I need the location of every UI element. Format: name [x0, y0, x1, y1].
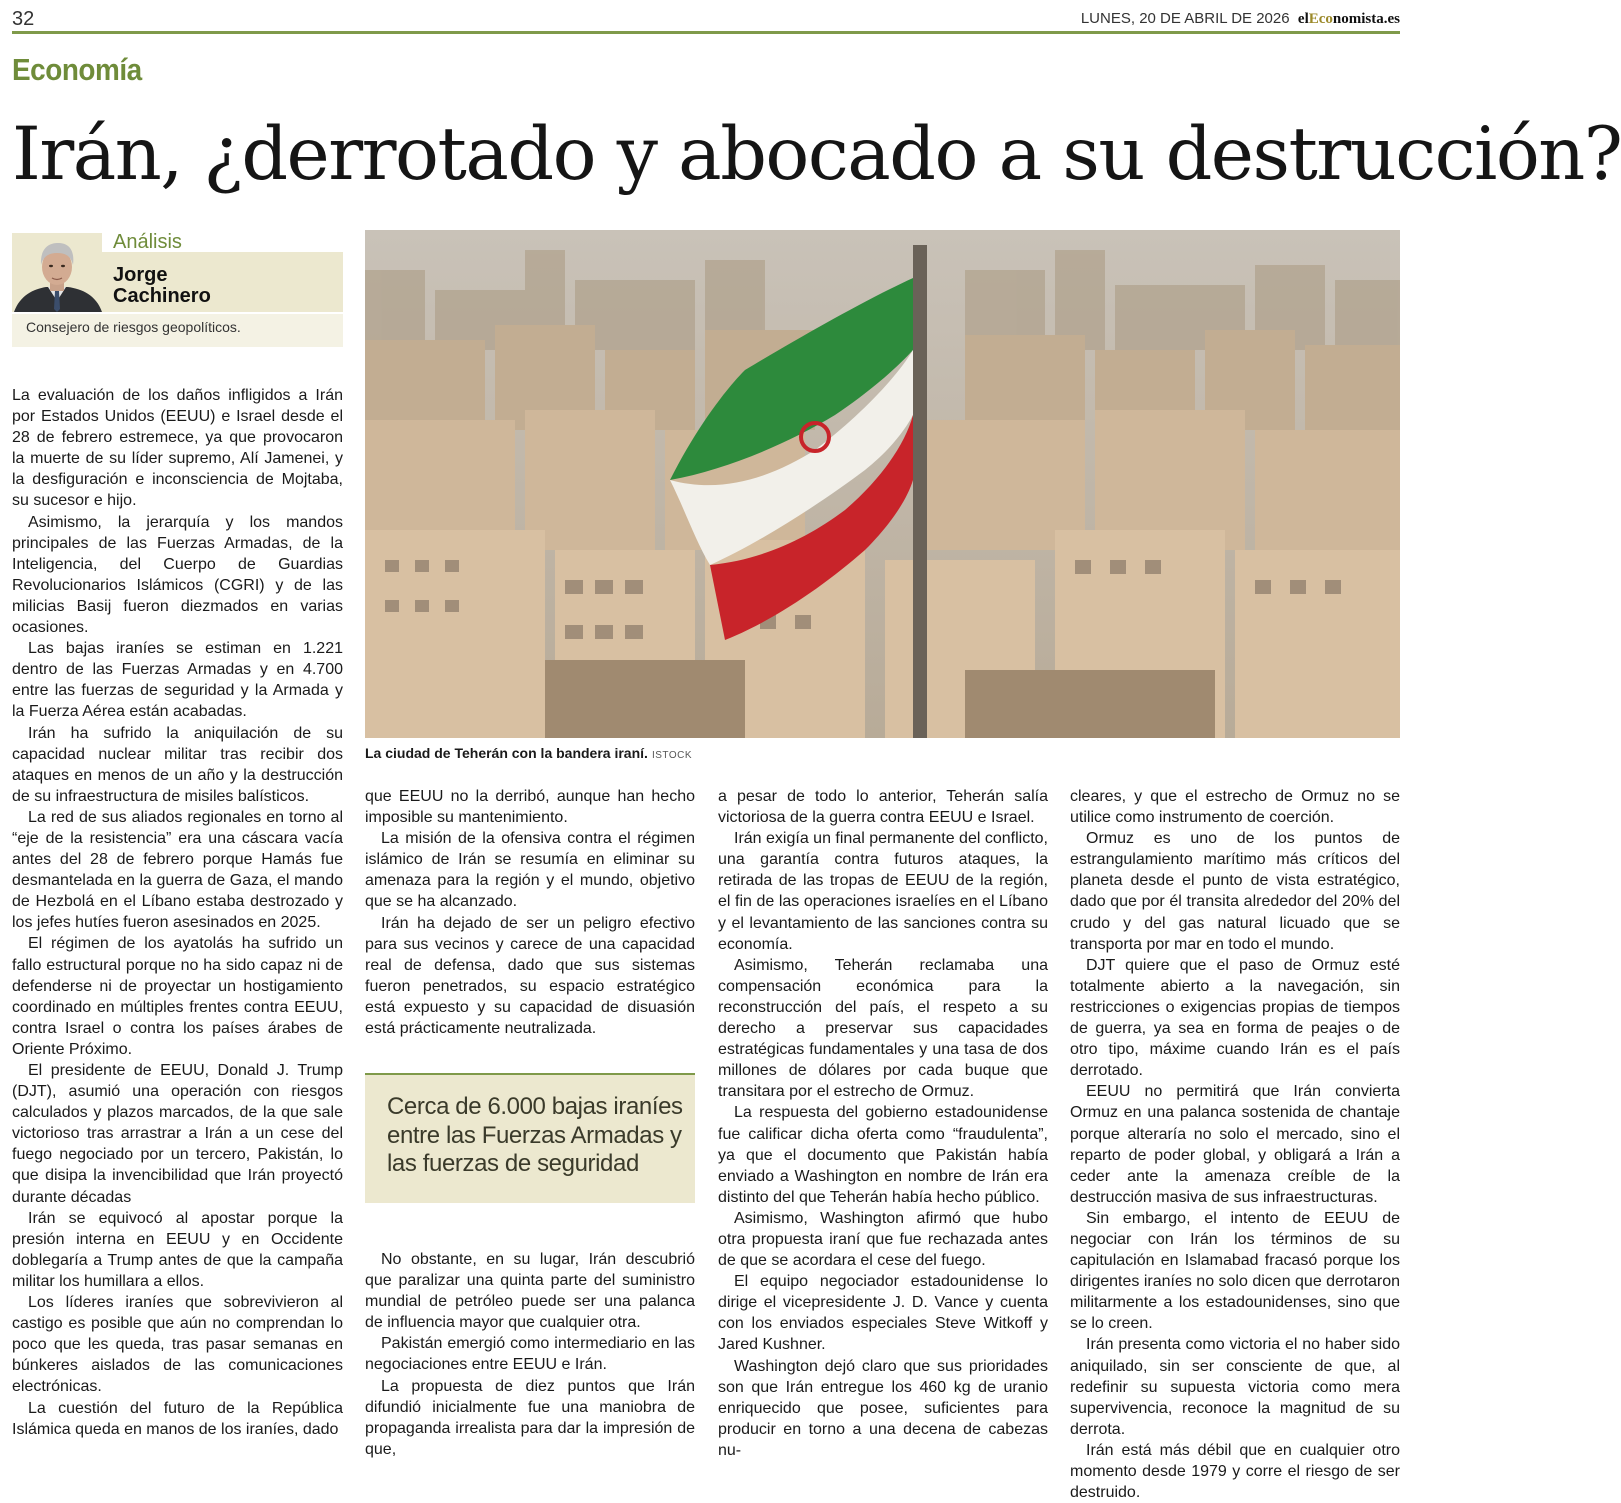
paragraph: Irán ha dejado de ser un peligro efectivo para sus vecinos y carece de una capacidad real de defensa, dado que sus sistemas fueron penetrados, su espacio estratégico está expuesto y su capacidad de disuasión está prácticamente neutralizada. — [365, 914, 695, 1038]
section-title: Economía — [12, 52, 142, 87]
author-photo — [12, 233, 102, 312]
paragraph: No obstante, en su lugar, Irán descubrió que paralizar una quinta parte del suministro mundial de petróleo puede ser una palanca de influencia mayor que cualquier otra. — [365, 1251, 695, 1332]
paragraph: Irán presenta como victoria el no haber sido aniquilado, sin ser consciente de que, al redefinir su supuesta victoria como mera supervivencia, reconoce la magnitud de su derrota. — [1070, 1336, 1400, 1438]
paragraph: Ormuz es uno de los puntos de estrangulamiento marítimo más críticos del planeta desde el punto de vista estratégico, dado que por él transita alrededor del 20% del crudo y del gas natural licuado que se transporta por mar en todo el mundo. — [1070, 830, 1400, 953]
paragraph: La respuesta del gobierno estadounidense fue calificar dicha oferta como “fraudulenta”, ya que el documento que Pakistán había enviado a Washington en nombre de Irán era distinto del que Teherán había hecho público. — [718, 1104, 1048, 1206]
caption-text: La ciudad de Teherán con la bandera iraní. — [365, 745, 648, 761]
paragraph: que EEUU no la derribó, aunque han hecho imposible su mantenimiento. — [365, 788, 695, 827]
column-2-bottom — [365, 1249, 695, 1460]
pullquote-box — [365, 1073, 695, 1203]
paragraph: Pakistán emergió como intermediario en las negociaciones entre EEUU e Irán. — [365, 1335, 695, 1374]
column-1 — [12, 385, 343, 1440]
headline: Irán, ¿derrotado y abocado a su destrucción? — [12, 112, 1621, 197]
paragraph: Los líderes iraníes que sobrevivieron al castigo es posible que aún no comprendan lo poco que les queda, tras pasar semanas en búnkeres aislados de las comunicaciones electrónicas. — [12, 1294, 343, 1396]
header-date: LUNES, 20 DE ABRIL DE 2026 — [1080, 10, 1290, 27]
logo-accent: Eco — [1308, 11, 1333, 27]
column-2-top — [365, 786, 695, 1039]
paragraph: Asimismo, la jerarquía y los mandos principales de las Fuerzas Armadas, de la Inteligencia, del Cuerpo de Guardias Revolucionarios Islámicos (CGRI) y de las milicias Basij fueron diezmados en varias ocasiones. — [12, 513, 343, 637]
paragraph: La misión de la ofensiva contra el régimen islámico de Irán se resumía en eliminar su amenaza para la región y el mundo, objetivo que se ha alcanzado. — [365, 830, 695, 911]
paragraph: El presidente de EEUU, Donald J. Trump (DJT), asumió una operación con riesgos calculados y plazos marcados, de la que sale victorioso tras arrastrar a Irán a un cese del fuego negociado por un tercero, Pakistán, lo que disipa la invencibilidad que Irán proyectó durante décadas — [12, 1062, 343, 1206]
article-photo — [365, 230, 1400, 738]
column-4 — [1070, 786, 1400, 1503]
logo-prefix: el — [1297, 11, 1309, 27]
paragraph: Las bajas iraníes se estiman en 1.221 dentro de las Fuerzas Armadas y en 4.700 entre las fuerzas de seguridad y la Armada y la Fuerza Aérea están acabadas. — [12, 640, 343, 721]
column-3 — [718, 786, 1048, 1461]
paragraph: El régimen de los ayatolás ha sufrido un fallo estructural porque no ha sido capaz ni de defenderse ni de proyectar un hostigamiento coordinado en múltiples frentes contra EEUU, contra Israel o contra los países árabes de Oriente Próximo. — [12, 935, 343, 1058]
logo-suffix: nomista.es — [1332, 11, 1400, 27]
pullquote-text: Cerca de 6.000 bajas iraníes entre las Fuerzas Armadas y las fuerzas de seguridad — [387, 1093, 683, 1177]
author-first-name: Jorge — [113, 264, 168, 286]
paragraph: Asimismo, Teherán reclamaba una compensación económica para la reconstrucción del país, el respeto a su derecho a preservar sus capacidades estratégicas fundamentales y una tasa de dos millones de dólares por cada buque que transitara por el estrecho de Ormuz. — [718, 956, 1048, 1101]
publication-logo[interactable] — [1298, 11, 1400, 27]
paragraph: DJT quiere que el paso de Ormuz esté totalmente abierto a la navegación, sin restricciones o exigencias propias de tiempos de guerra, ya sea en forma de peajes o de otro tipo, máxime cuando Irán es el país derrotado. — [1070, 956, 1400, 1080]
photo-caption — [365, 745, 692, 761]
paragraph: La cuestión del futuro de la República Islámica queda en manos de los iraníes, dado — [12, 1399, 343, 1438]
paragraph: Washington dejó claro que sus prioridades son que Irán entregue los 460 kg de uranio enriquecido que posee, suficientes para producir en torno a una decena de cabezas nu- — [718, 1357, 1048, 1459]
paragraph: Irán se equivocó al apostar porque la presión interna en EEUU y en Occidente doblegaría a Trump antes de que la campaña militar los humillara a ellos. — [12, 1209, 343, 1290]
paragraph: Irán está más débil que en cualquier otro momento desde 1979 y corre el riesgo de ser destruido. — [1070, 1441, 1400, 1502]
author-last-name: Cachinero — [113, 285, 211, 307]
article-kicker: Análisis — [113, 231, 182, 253]
top-rule — [12, 31, 1400, 34]
paragraph: Sin embargo, el intento de EEUU de negociar con Irán los términos de su capitulación en Islamabad fracasó porque los dirigentes iraníes no solo dicen que derrotaron militarmente a los estadounidenses, sino que se lo creen. — [1070, 1209, 1400, 1333]
paragraph: a pesar de todo lo anterior, Teherán salía victoriosa de la guerra contra EEUU e Israel. — [718, 788, 1048, 827]
paragraph: La evaluación de los daños infligidos a Irán por Estados Unidos (EEUU) e Israel desde el 28 de febrero estremece, ya que provocaron la muerte de su líder supremo, Alí Jamenei, y la desfiguración e inconsciencia de Mojtaba, su sucesor e hijo. — [12, 387, 343, 510]
paragraph: Asimismo, Washington afirmó que hubo otra propuesta iraní que fue rechazada antes de que se acordara el cese del fuego. — [718, 1209, 1048, 1270]
photo-credit: ISTOCK — [651, 750, 692, 761]
paragraph: La propuesta de diez puntos que Irán difundió inicialmente fue una maniobra de propaganda irrealista para dar la impresión de que, — [365, 1377, 695, 1458]
author-role: Consejero de riesgos geopolíticos. — [26, 319, 241, 335]
paragraph: cleares, y que el estrecho de Ormuz no se utilice como instrumento de coerción. — [1070, 788, 1400, 827]
page-number: 32 — [12, 8, 35, 30]
tehran-flag-photo — [365, 230, 1400, 738]
author-name — [113, 265, 313, 307]
header-date-logo — [1081, 10, 1400, 28]
paragraph: El equipo negociador estadounidense lo dirige el vicepresidente J. D. Vance y cuenta con los enviados especiales Steve Witkoff y Jared Kushner. — [718, 1273, 1048, 1354]
paragraph: EEUU no permitirá que Irán convierta Ormuz en una palanca sostenida de chantaje porque alteraría no solo el mercado, sino el reparto de poder global, y obligará a Irán a ceder ante la amenaza creíble de la destrucción masiva de sus infraestructuras. — [1070, 1083, 1400, 1206]
paragraph: Irán ha sufrido la aniquilación de su capacidad nuclear militar tras recibir dos ataques en menos de un año y la destrucción de su infraestructura de misiles balísticos. — [12, 724, 343, 805]
paragraph: La red de sus aliados regionales en torno al “eje de la resistencia” era una cáscara vacía antes del 28 de febrero porque Hamás fue desmantelada en la guerra de Gaza, el mando de Hezbolá en el Líbano estaba destrozado y los jefes hutíes fueron asesinados en 2025. — [12, 808, 343, 932]
author-box — [12, 225, 343, 345]
paragraph: Irán exigía un final permanente del conflicto, una garantía contra futuros ataques, la retirada de las tropas de EEUU de la región, el fin de las operaciones israelíes en el Líbano y el levantamiento de las sanciones contra su economía. — [718, 830, 1048, 953]
pullquote-top-rule — [365, 1073, 695, 1075]
